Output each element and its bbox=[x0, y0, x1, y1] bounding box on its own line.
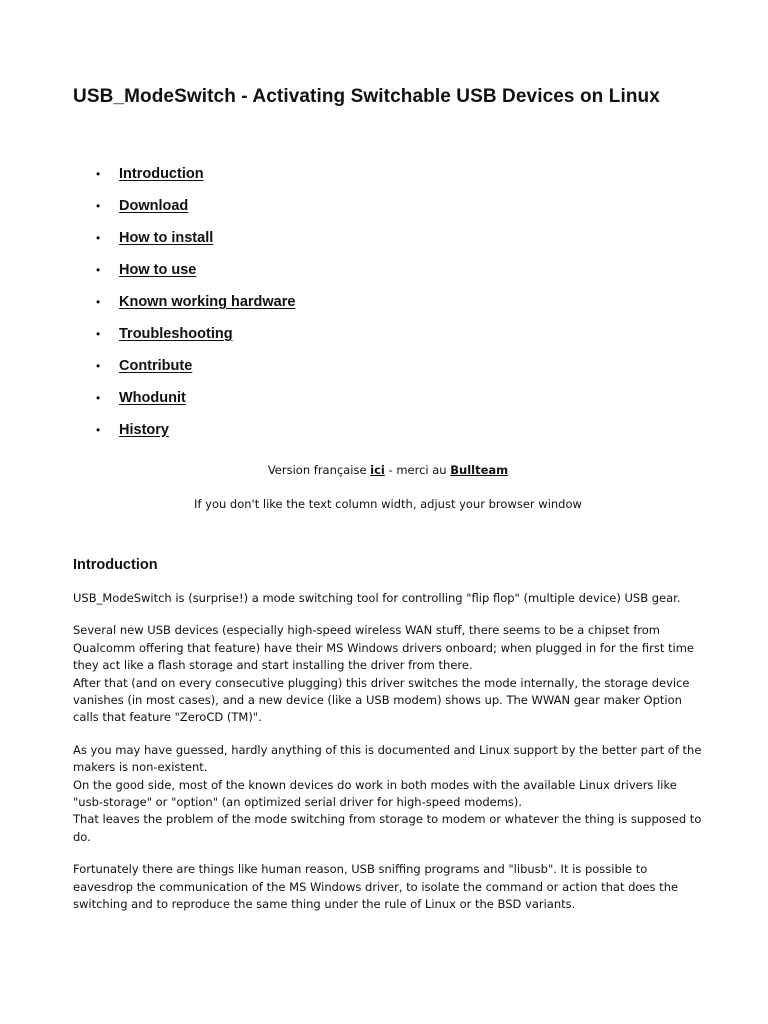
french-version-link[interactable]: ici bbox=[370, 463, 385, 477]
intro-line: Several new USB devices (especially high-speed wireless WAN stuff, there seems to be a chipset from Qualcomm offering that feature) have their MS Windows drivers onboard; when plugged in for the first time they act like a flash storage and start installing the driver from there. bbox=[73, 623, 694, 673]
intro-line: USB_ModeSwitch is (surprise!) a mode switching tool for controlling "flip flop" (multiple device) USB gear. bbox=[73, 591, 681, 605]
bullet-icon: • bbox=[96, 263, 101, 277]
intro-line: After that (and on every consecutive plugging) this driver switches the mode internally, the storage device vanishes (in most cases), and a new device (like a USB modem) shows up. The WWAN gear maker Option calls that feature "ZeroCD (TM)". bbox=[73, 675, 690, 725]
introduction-heading: Introduction bbox=[73, 557, 158, 573]
toc-link-troubleshooting[interactable]: Troubleshooting bbox=[119, 326, 233, 342]
intro-line: As you may have guessed, hardly anything of this is documented and Linux support by the better part of the makers is non-existent. bbox=[73, 742, 702, 775]
intro-paragraph-3 bbox=[73, 742, 703, 846]
toc-item-history bbox=[73, 422, 703, 454]
intro-paragraph-4 bbox=[73, 861, 703, 913]
bullet-icon: • bbox=[96, 423, 101, 437]
toc-item-troubleshooting bbox=[73, 326, 703, 358]
bullteam-link[interactable]: Bullteam bbox=[450, 463, 509, 477]
toc-link-introduction[interactable]: Introduction bbox=[119, 166, 204, 182]
toc-link-known-working-hardware[interactable]: Known working hardware bbox=[119, 294, 296, 310]
bullet-icon: • bbox=[96, 391, 101, 405]
toc-link-download[interactable]: Download bbox=[119, 198, 189, 214]
toc-link-how-to-install[interactable]: How to install bbox=[119, 230, 214, 246]
bullet-icon: • bbox=[96, 199, 101, 213]
version-note-prefix: Version française bbox=[267, 463, 371, 477]
bullet-icon: • bbox=[96, 359, 101, 373]
bullet-icon: • bbox=[96, 231, 101, 245]
bullet-icon: • bbox=[96, 167, 101, 181]
bullet-icon: • bbox=[96, 327, 101, 341]
toc-item-known-working-hardware bbox=[73, 294, 703, 326]
intro-line: Fortunately there are things like human reason, USB sniffing programs and "libusb". It is possible to eavesdrop the communication of the MS Windows driver, to isolate the command or action that does the switching and to reproduce the same thing under the rule of Linux or the BSD variants. bbox=[73, 862, 679, 912]
intro-line: On the good side, most of the known devices do work in both modes with the available Linux drivers like "usb-storage" or "option" (an optimized serial driver for high-speed modems). bbox=[73, 777, 677, 810]
toc-item-introduction bbox=[73, 166, 703, 198]
toc-item-whodunit bbox=[73, 390, 703, 422]
intro-paragraph-2 bbox=[73, 622, 703, 726]
intro-paragraph-1 bbox=[73, 590, 703, 607]
intro-line: That leaves the problem of the mode switching from storage to modem or whatever the thing is supposed to do. bbox=[73, 812, 702, 844]
version-note bbox=[73, 463, 703, 478]
page-title: USB_ModeSwitch - Activating Switchable USB Devices on Linux bbox=[73, 86, 660, 107]
toc-link-contribute[interactable]: Contribute bbox=[119, 358, 193, 374]
toc-item-download bbox=[73, 198, 703, 230]
toc-item-how-to-install bbox=[73, 230, 703, 262]
document-page bbox=[73, 86, 703, 914]
toc-item-how-to-use bbox=[73, 262, 703, 294]
version-note-middle: - merci au bbox=[384, 463, 451, 477]
toc-link-how-to-use[interactable]: How to use bbox=[119, 262, 197, 278]
table-of-contents bbox=[73, 166, 703, 454]
toc-link-whodunit[interactable]: Whodunit bbox=[119, 390, 186, 406]
bullet-icon: • bbox=[96, 295, 101, 309]
width-hint: If you don't like the text column width, adjust your browser window bbox=[194, 497, 582, 511]
toc-item-contribute bbox=[73, 358, 703, 390]
toc-link-history[interactable]: History bbox=[119, 422, 169, 438]
